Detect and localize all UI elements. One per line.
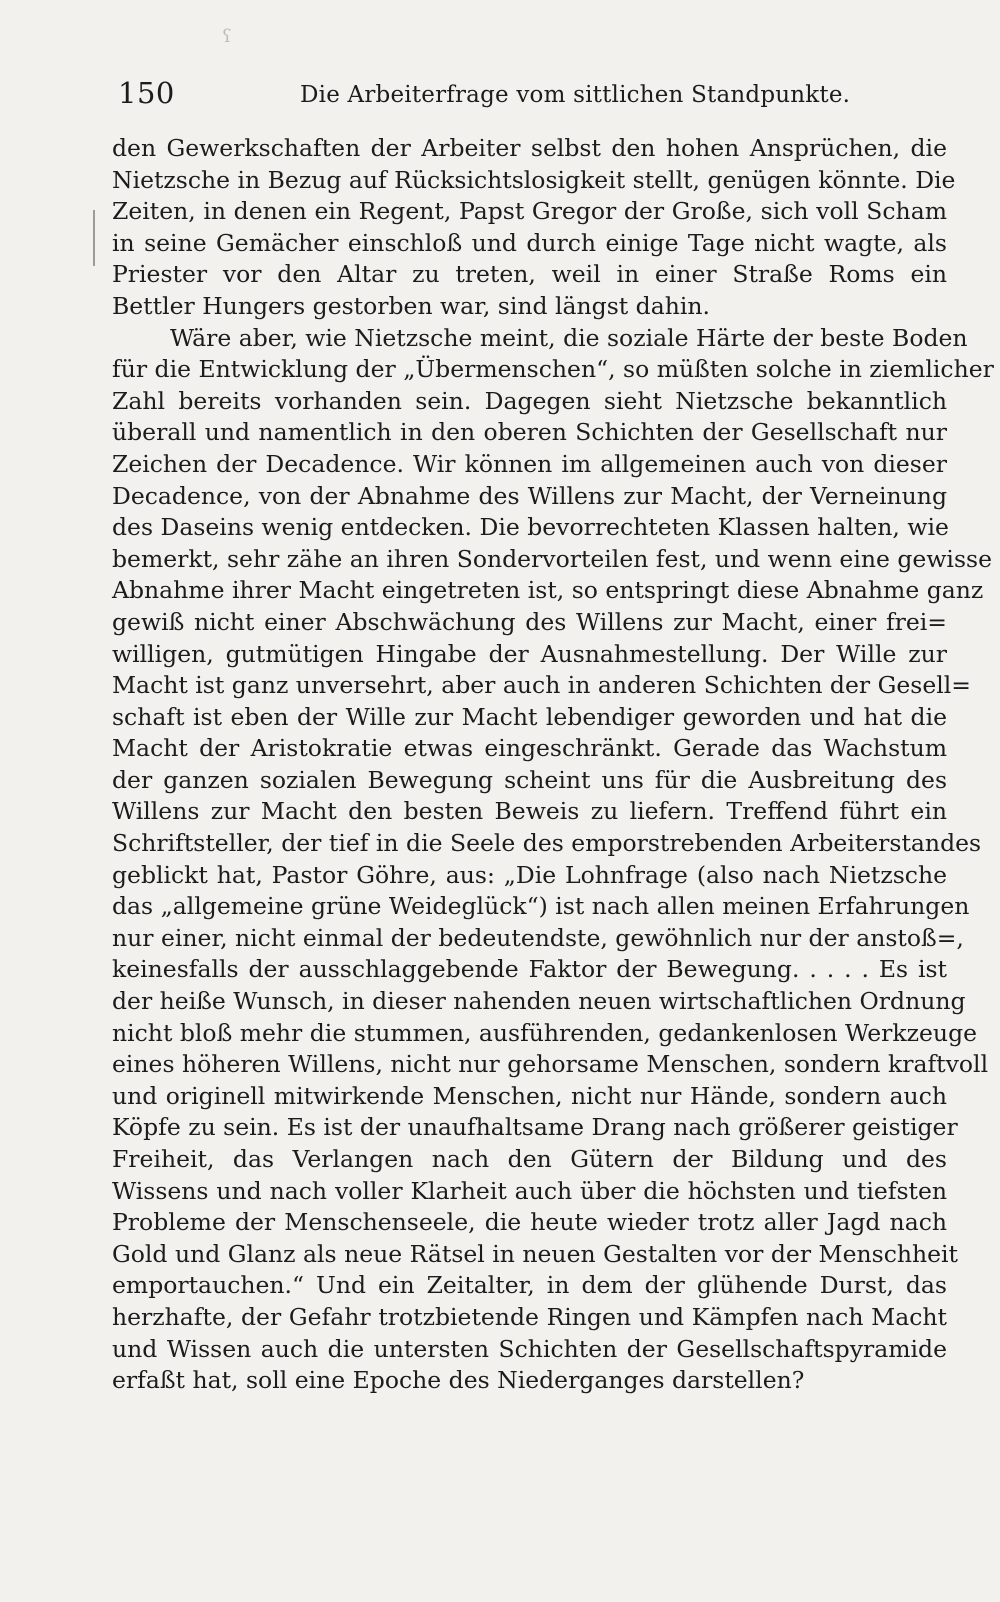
text-line: Köpfe zu sein. Es ist der unaufhaltsame Drang nach größerer geistiger [112, 1113, 958, 1142]
text-line: der ganzen sozialen Bewegung scheint uns für die Ausbreitung des [112, 765, 947, 794]
running-head: Die Arbeiterfrage vom sittlichen Standpunkte. [300, 82, 851, 108]
text-line: Wäre aber, wie Nietzsche meint, die soziale Härte der beste Boden [170, 323, 968, 352]
text-line: Wissens und nach voller Klarheit auch über die höchsten und tiefsten [112, 1176, 947, 1205]
paragraph-2 [112, 323, 994, 1397]
text-line: Zahl bereits vorhanden sein. Dagegen sieht Nietzsche bekanntlich [112, 386, 947, 415]
text-line: Bettler Hungers gestorben war, sind längst dahin. [112, 291, 710, 320]
text-line: in seine Gemächer einschloß und durch einige Tage nicht wagte, als [112, 228, 947, 257]
margin-mark [93, 210, 95, 266]
text-line: überall und namentlich in den oberen Schichten der Gesellschaft nur [112, 418, 947, 447]
body-text [112, 133, 994, 1397]
text-line: Willens zur Macht den besten Beweis zu liefern. Treffend führt ein [112, 797, 947, 826]
text-line: den Gewerkschaften der Arbeiter selbst den hohen Ansprüchen, die [112, 134, 947, 162]
text-line: Schriftsteller, der tief in die Seele des emporstrebenden Arbeiterstandes [112, 829, 982, 858]
paragraph-1 [112, 133, 956, 323]
text-line: nicht bloß mehr die stummen, ausführenden, gedankenlosen Werkzeuge [112, 1018, 978, 1047]
text-line: bemerkt, sehr zähe an ihren Sondervorteilen fest, und wenn eine gewisse [112, 544, 992, 573]
text-line: eines höheren Willens, nicht nur gehorsame Menschen, sondern kraftvoll [112, 1050, 989, 1079]
text-line: erfaßt hat, soll eine Epoche des Niederganges darstellen? [112, 1366, 805, 1395]
text-line: Probleme der Menschenseele, die heute wieder trotz aller Jagd nach [112, 1208, 947, 1237]
text-line: das „allgemeine grüne Weideglück“) ist nach allen meinen Erfahrungen [112, 892, 970, 921]
text-line: und Wissen auch die untersten Schichten der Gesellschaftspyramide [112, 1334, 947, 1363]
text-line: Nietzsche in Bezug auf Rücksichtslosigkeit stellt, genügen könnte. Die [112, 165, 956, 194]
scan-smudge: ʕ [222, 26, 232, 47]
text-line: Zeichen der Decadence. Wir können im allgemeinen auch von dieser [112, 449, 947, 478]
text-line: Zeiten, in denen ein Regent, Papst Gregor der Große, sich voll Scham [112, 197, 947, 226]
text-line: und originell mitwirkende Menschen, nicht nur Hände, sondern auch [112, 1081, 947, 1110]
text-line: Priester vor den Altar zu treten, weil in einer Straße Roms ein [112, 260, 947, 289]
text-line: der heiße Wunsch, in dieser nahenden neuen wirtschaftlichen Ordnung [112, 987, 966, 1016]
text-line: willigen, gutmütigen Hingabe der Ausnahmestellung. Der Wille zur [112, 639, 947, 668]
text-line: geblickt hat, Pastor Göhre, aus: „Die Lohnfrage (also nach Nietzsche [112, 860, 947, 889]
text-line: schaft ist eben der Wille zur Macht lebendiger geworden und hat die [112, 702, 947, 731]
text-line: Gold und Glanz als neue Rätsel in neuen Gestalten vor der Menschheit [112, 1239, 958, 1268]
text-line: Abnahme ihrer Macht eingetreten ist, so entspringt diese Abnahme ganz [112, 576, 984, 605]
text-line: herzhafte, der Gefahr trotzbietende Ringen und Kämpfen nach Macht [112, 1302, 947, 1331]
text-line: gewiß nicht einer Abschwächung des Willens zur Macht, einer frei= [112, 607, 947, 636]
text-line: des Daseins wenig entdecken. Die bevorrechteten Klassen halten, wie [112, 513, 949, 542]
text-line: nur einer, nicht einmal der bedeutendste, gewöhnlich nur der anstoß=, [112, 923, 964, 952]
page-header [110, 72, 945, 120]
text-line: keinesfalls der ausschlaggebende Faktor der Bewegung. . . . . Es ist [112, 955, 947, 984]
text-line: emportauchen.“ Und ein Zeitalter, in dem der glühende Durst, das [112, 1271, 947, 1300]
text-line: Macht der Aristokratie etwas eingeschränkt. Gerade das Wachstum [112, 734, 947, 763]
page-number: 150 [118, 76, 175, 110]
text-line: Freiheit, das Verlangen nach den Gütern der Bildung und des [112, 1145, 947, 1173]
text-line: Macht ist ganz unversehrt, aber auch in anderen Schichten der Gesell= [112, 671, 971, 700]
text-line: Decadence, von der Abnahme des Willens zur Macht, der Verneinung [112, 481, 947, 510]
text-line: für die Entwicklung der „Übermenschen“, so müßten solche in ziemlicher [112, 355, 994, 384]
